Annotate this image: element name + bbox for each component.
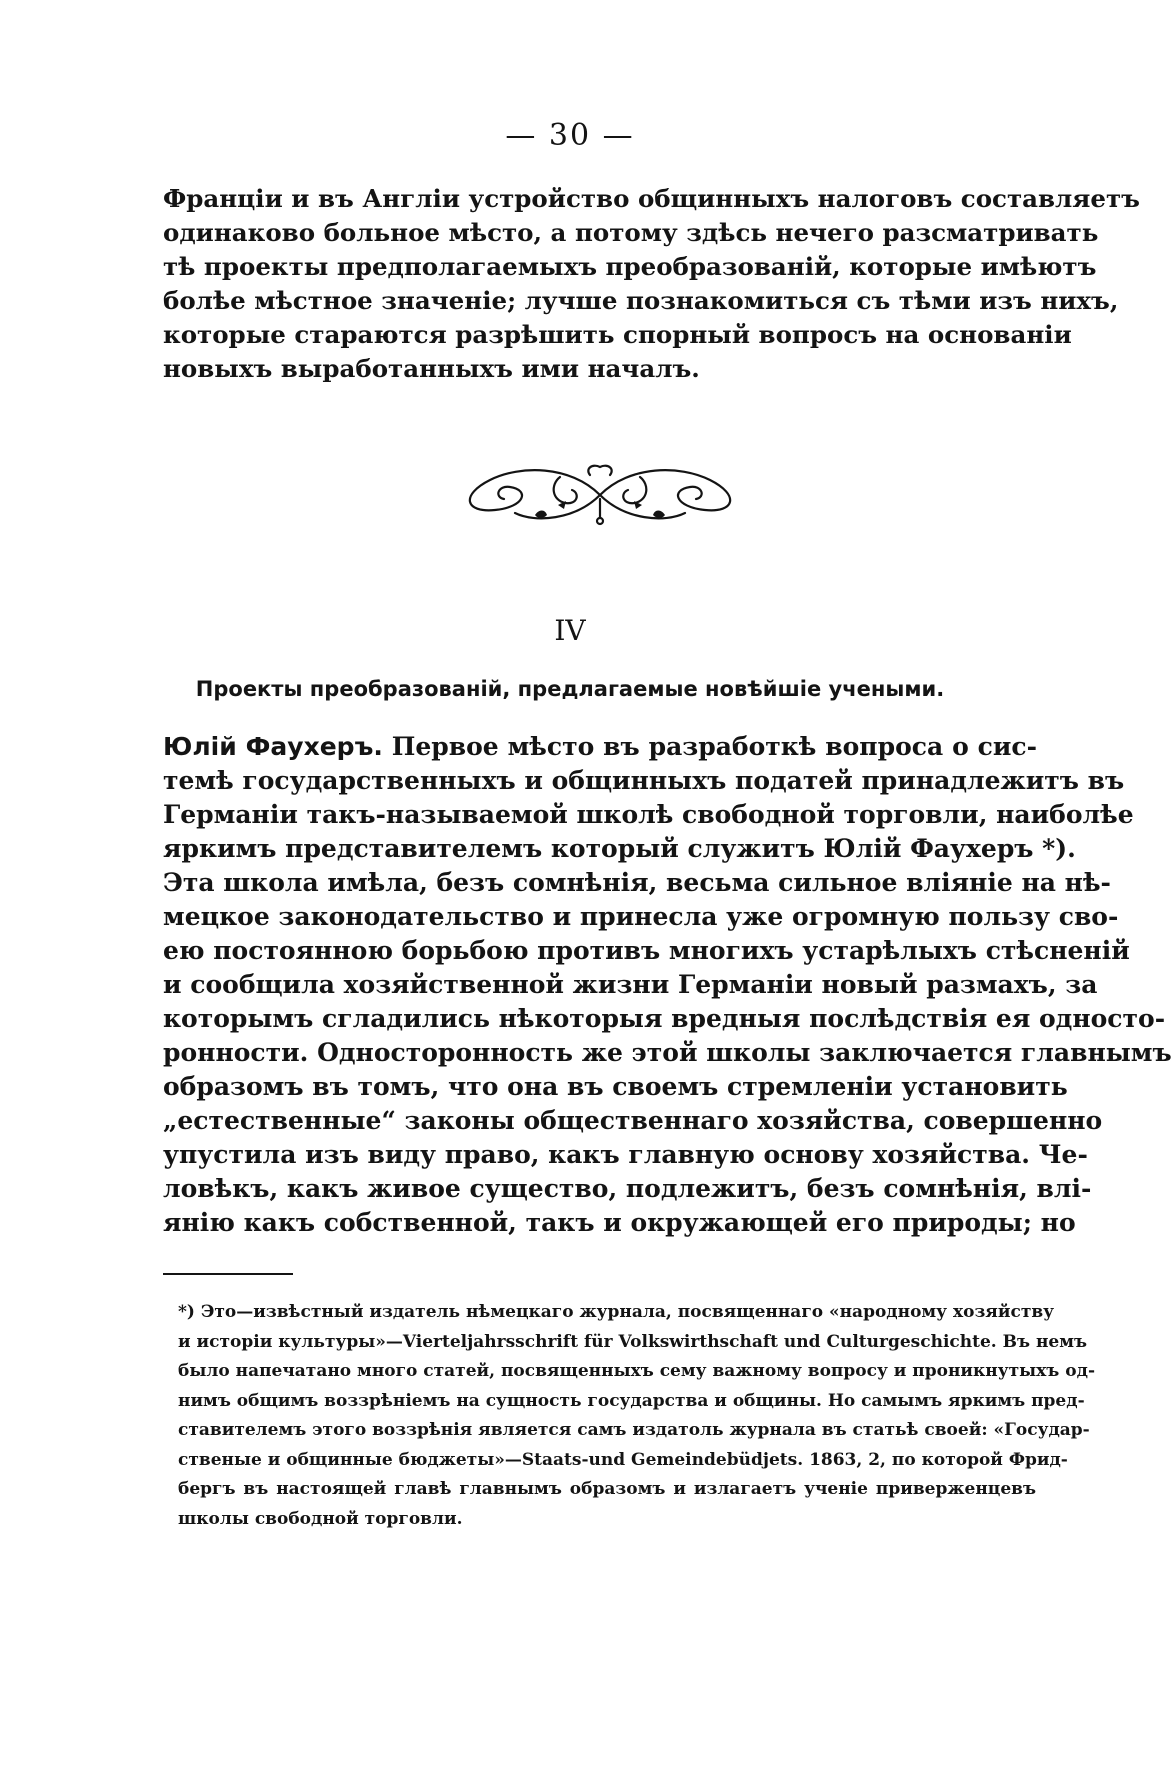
text-line: упустила изъ виду право, какъ главную основу хозяйства. Че- <box>163 1140 1088 1169</box>
text-line: образомъ въ томъ, что она въ своемъ стремленіи установить <box>163 1072 1068 1101</box>
text-line: которымъ сгладились нѣкоторыя вредныя послѣдствія ея односто- <box>163 1004 1166 1033</box>
text-line: яркимъ представителемъ который служитъ Юлій Фаухеръ *). <box>163 834 1076 863</box>
intro-paragraph <box>163 182 1140 386</box>
text-line: и сообщила хозяйственной жизни Германіи новый размахъ, за <box>163 970 1098 999</box>
footnote-line: ставителемъ этого воззрѣнія является самъ издатоль журнала въ статьѣ своей: «Государ- <box>178 1420 1090 1440</box>
footnote-divider <box>163 1273 293 1275</box>
first-line-text: Первое мѣсто въ разработкѣ вопроса о сис- <box>391 732 1037 761</box>
chapter-number: IV <box>554 614 586 647</box>
footnote-line: бергъ въ настоящей главѣ главнымъ образомъ и излагаетъ ученіе приверженцевъ <box>178 1479 1036 1499</box>
text-line: „естественные“ законы общественнаго хозяйства, совершенно <box>163 1106 1103 1135</box>
text-line: Германіи такъ-называемой школѣ свободной торговли, наиболѣе <box>163 800 1134 829</box>
footnote-line: было напечатано много статей, посвященныхъ сему важному вопросу и проникнутыхъ од- <box>178 1361 1095 1381</box>
text-line: ею постоянною борьбою противъ многихъ устарѣлыхъ стѣсненій <box>163 936 1130 965</box>
text-line: Франціи и въ Англіи устройство общинныхъ налоговъ составляетъ <box>163 184 1140 213</box>
footnote-line: и исторіи культуры»—Vierteljahrsschrift für Volkswirthschaft und Culturgeschichte. Въ немъ <box>178 1331 1088 1352</box>
text-line: ронности. Односторонность же этой школы заключается главнымъ <box>163 1038 1172 1067</box>
first-line <box>163 730 1037 764</box>
footnote-line: *) Это—извѣстный издатель нѣмецкаго журнала, посвященнаго «народному хозяйству <box>178 1302 1055 1322</box>
text-line: новыхъ выработанныхъ ими началъ. <box>163 354 700 383</box>
text-line: которые стараются разрѣшить спорный вопросъ на основаніи <box>163 320 1072 349</box>
footnote-line: школы свободной торговли. <box>178 1508 463 1529</box>
text-line: болѣе мѣстное значеніе; лучше познакомиться съ тѣми изъ нихъ, <box>163 286 1119 315</box>
page-number: — 30 — <box>505 118 635 153</box>
text-line: янію какъ собственной, такъ и окружающей его природы; но <box>163 1208 1076 1237</box>
text-line: тѣ проекты предполагаемыхъ преобразованій, которые имѣютъ <box>163 252 1097 281</box>
footnote <box>178 1298 1095 1534</box>
text-line: Эта школа имѣла, безъ сомнѣнія, весьма сильное вліяніе на нѣ- <box>163 868 1111 897</box>
ornament-icon <box>440 455 760 535</box>
text-line: мецкое законодательство и принесла уже огромную пользу сво- <box>163 902 1119 931</box>
footnote-line: ственые и общинные бюджеты»—Staats-und Gemeindebüdjets. 1863, 2, по которой Фрид- <box>178 1449 1068 1470</box>
lead-name: Юлій Фаухеръ. <box>163 732 383 761</box>
main-paragraph <box>163 730 1172 1240</box>
chapter-title: Проекты преобразованій, предлагаемые новѣйшіе учеными. <box>195 677 945 701</box>
text-line: одинаково больное мѣсто, а потому здѣсь нечего разсматривать <box>163 218 1099 247</box>
text-line: ловѣкъ, какъ живое существо, подлежитъ, безъ сомнѣнія, влі- <box>163 1174 1092 1203</box>
text-line: темѣ государственныхъ и общинныхъ податей принадлежитъ въ <box>163 766 1125 795</box>
footnote-line: нимъ общимъ воззрѣніемъ на сущность государства и общины. Но самымъ яркимъ пред- <box>178 1390 1085 1411</box>
